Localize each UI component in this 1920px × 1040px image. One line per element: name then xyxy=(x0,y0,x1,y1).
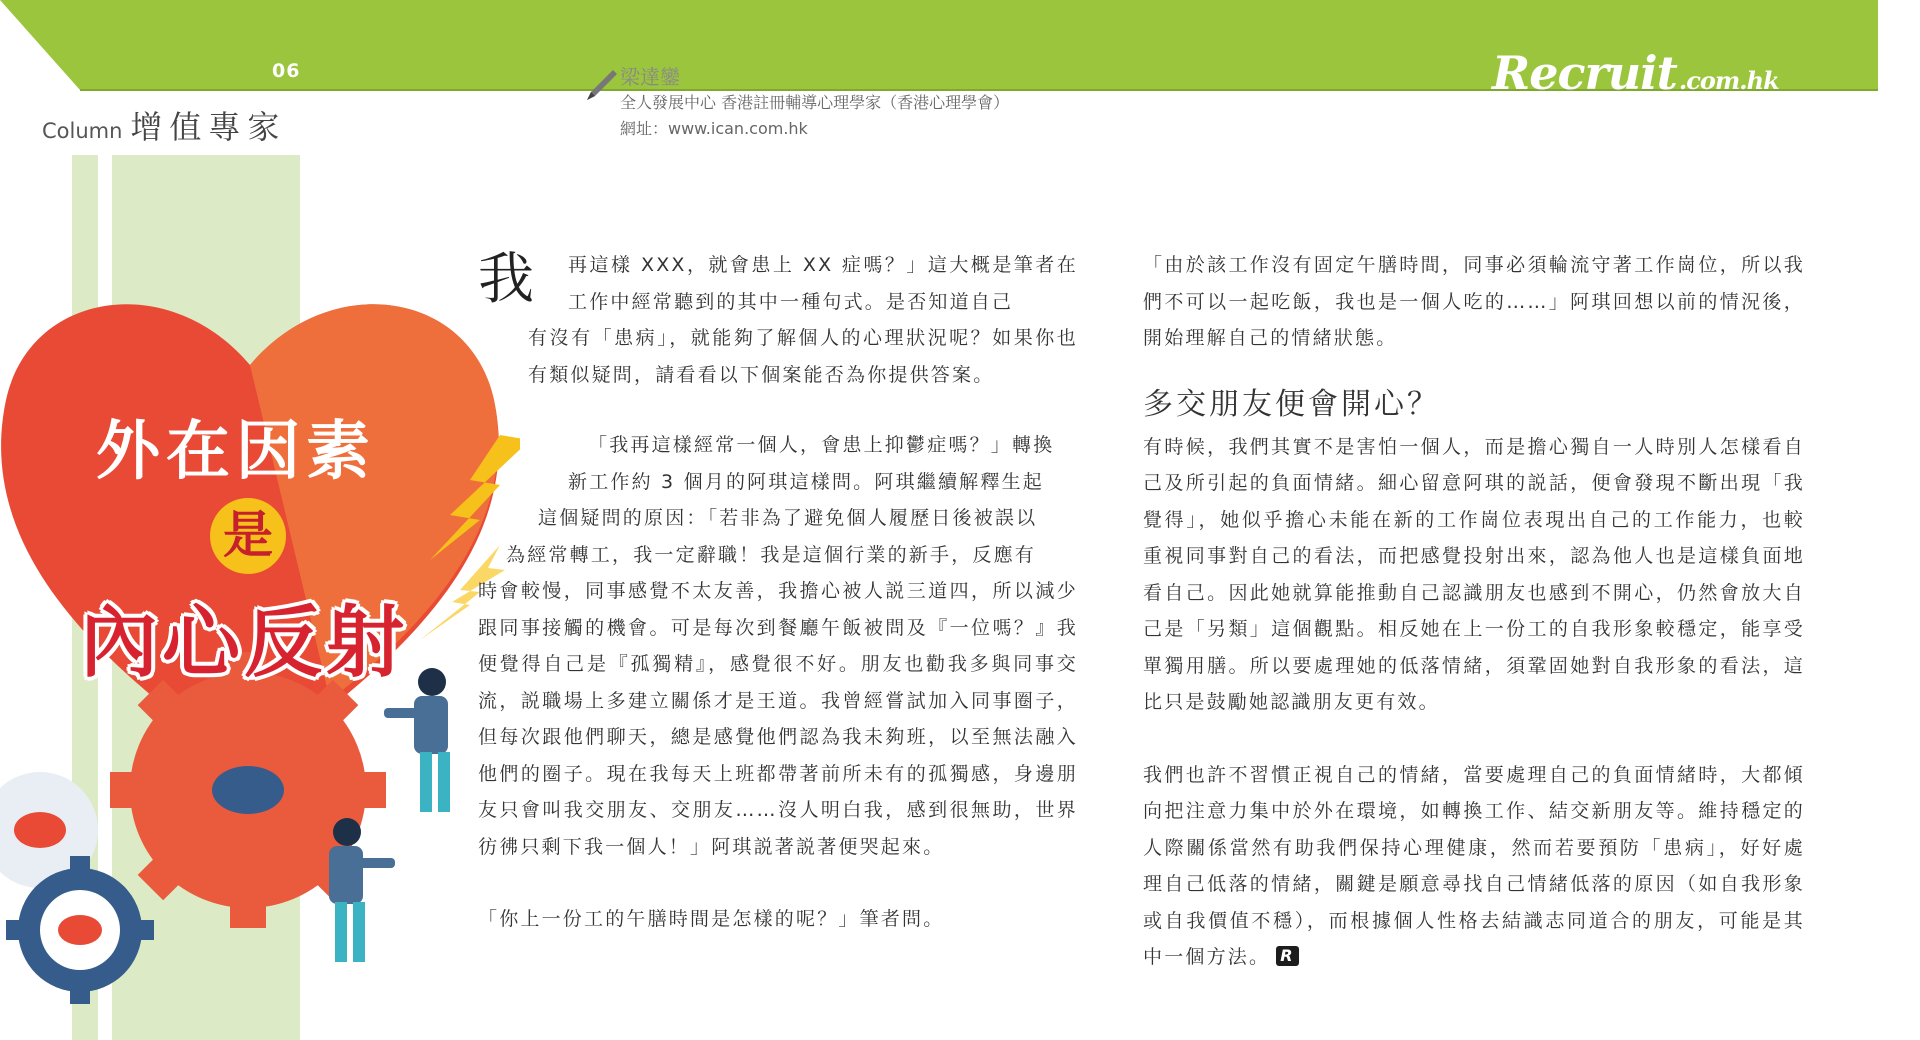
section-label-chinese: 增值專家 xyxy=(130,108,287,146)
paragraph-analysis: 有時候，我們其實不是害怕一個人，而是擔心獨自一人時別人怎樣看自己及所引起的負面情緒。細心留意阿琪的説話，便會發現不斷出現「我覺得」，她似乎擔心未能在新的工作崗位表現出自己的工作能力，也較重視同事對自己的看法，而把感覺投射出來，認為他人也是這樣負面地看自己。因此她就算能推動自己認識朋友也感到不開心，仍然會放大自己是「另類」這個觀點。相反她在上一份工的自我形象較穩定，能享受單獨用膳。所以要處理她的低落情緒，須鞏固她對自我形象的看法，這比只是鼓勵她認識朋友更有效。 xyxy=(1143,435,1805,713)
author-block xyxy=(620,64,1009,142)
paragraph-case-line-2: 新工作約 3 個月的阿琪這樣問。阿琪繼續解釋生起 xyxy=(568,470,1044,493)
dropcap: 我 xyxy=(478,247,537,312)
paragraph-case-line-4: 為經常轉工，我一定辭職！我是這個行業的新手，反應有 xyxy=(506,543,1037,566)
author-website: 網址：www.ican.com.hk xyxy=(620,119,808,138)
headline-line-3: 內心反射 xyxy=(80,597,409,688)
recruit-logo-icon: Recruit.com.hk xyxy=(1492,46,1779,100)
author-name: 梁達鑾 xyxy=(620,65,680,89)
page-number: 06 xyxy=(272,60,301,82)
paragraph-case-line-1: 「我再這樣經常一個人，會患上抑鬱症嗎？」轉換 xyxy=(588,434,1055,456)
person-pushing-icon-2 xyxy=(329,818,395,962)
author-title: 全人發展中心 香港註冊輔導心理學家（香港心理學會） xyxy=(620,93,1010,112)
paragraph-conclusion: 我們也許不習慣正視自己的情緒，當要處理自己的負面情緒時，大都傾向把注意力集中於外在環境，如轉換工作、結交新朋友等。維持穩定的人際關係當然有助我們保持心理健康，然而若要預防「患病」，好好處理自己低落的情緒，關鍵是願意尋找自己情緒低落的原因（如自我形象或自我價值不穩），而根據個人性格去結識志同道合的朋友，可能是其中一個方法。 R xyxy=(1143,763,1805,968)
paragraph-question: 「你上一份工的午膳時間是怎樣的呢？」筆者問。 xyxy=(478,908,945,930)
intro-first-lines: 再這樣 XXX，就會患上 XX 症嗎？」這大概是筆者在工作中經常聽到的其中一種句式。是否知道自己 xyxy=(568,254,1078,313)
intro-rest-lines: 有沒有「患病」，就能夠了解個人的心理狀況呢？如果你也有類似疑問，請看看以下個案能否為你提供答案。 xyxy=(528,327,1078,386)
paragraph-previous-job: 「由於該工作沒有固定午膳時間，同事必須輪流守著工作崗位，所以我們不可以一起吃飯，我也是一個人吃的……」阿琪回想以前的情況後，開始理解自己的情緒狀態。 xyxy=(1143,254,1805,349)
headline-line-2: 是 xyxy=(210,498,286,574)
paragraph-case-body: 時會較慢，同事感覺不太友善，我擔心被人説三道四，所以減少跟同事接觸的機會。可是每次到餐廳午飯被問及『一位嗎？』我便覺得自己是『孤獨精』，感覺很不好。朋友也勸我多與同事交流，説職場上多建立關係才是王道。我曾經嘗試加入同事圈子，但每次跟他們聊天，總是感覺他們認為我未夠班，以至無法融入他們的圈子。現在我每天上班都帶著前所未有的孤獨感，身邊朋友只會叫我交朋友、交朋友……沒人明白我，感到很無助，世界彷彿只剩下我一個人！」阿琪説著説著便哭起來。 xyxy=(478,580,1078,858)
pen-icon xyxy=(585,68,619,102)
section-label xyxy=(42,102,286,148)
article-intro xyxy=(478,247,1078,393)
article-column-right xyxy=(1143,247,1805,976)
recruit-endmark-icon: R xyxy=(1276,946,1299,966)
article-column-middle xyxy=(478,247,1078,938)
headline-line-1: 外在因素 xyxy=(96,414,376,489)
section-label-latin: Column xyxy=(42,119,123,143)
paragraph-case-line-3: 這個疑問的原因：「若非為了避免個人履歷日後被誤以 xyxy=(538,507,1038,529)
subheading: 多交朋友便會開心？ xyxy=(1143,386,1440,422)
